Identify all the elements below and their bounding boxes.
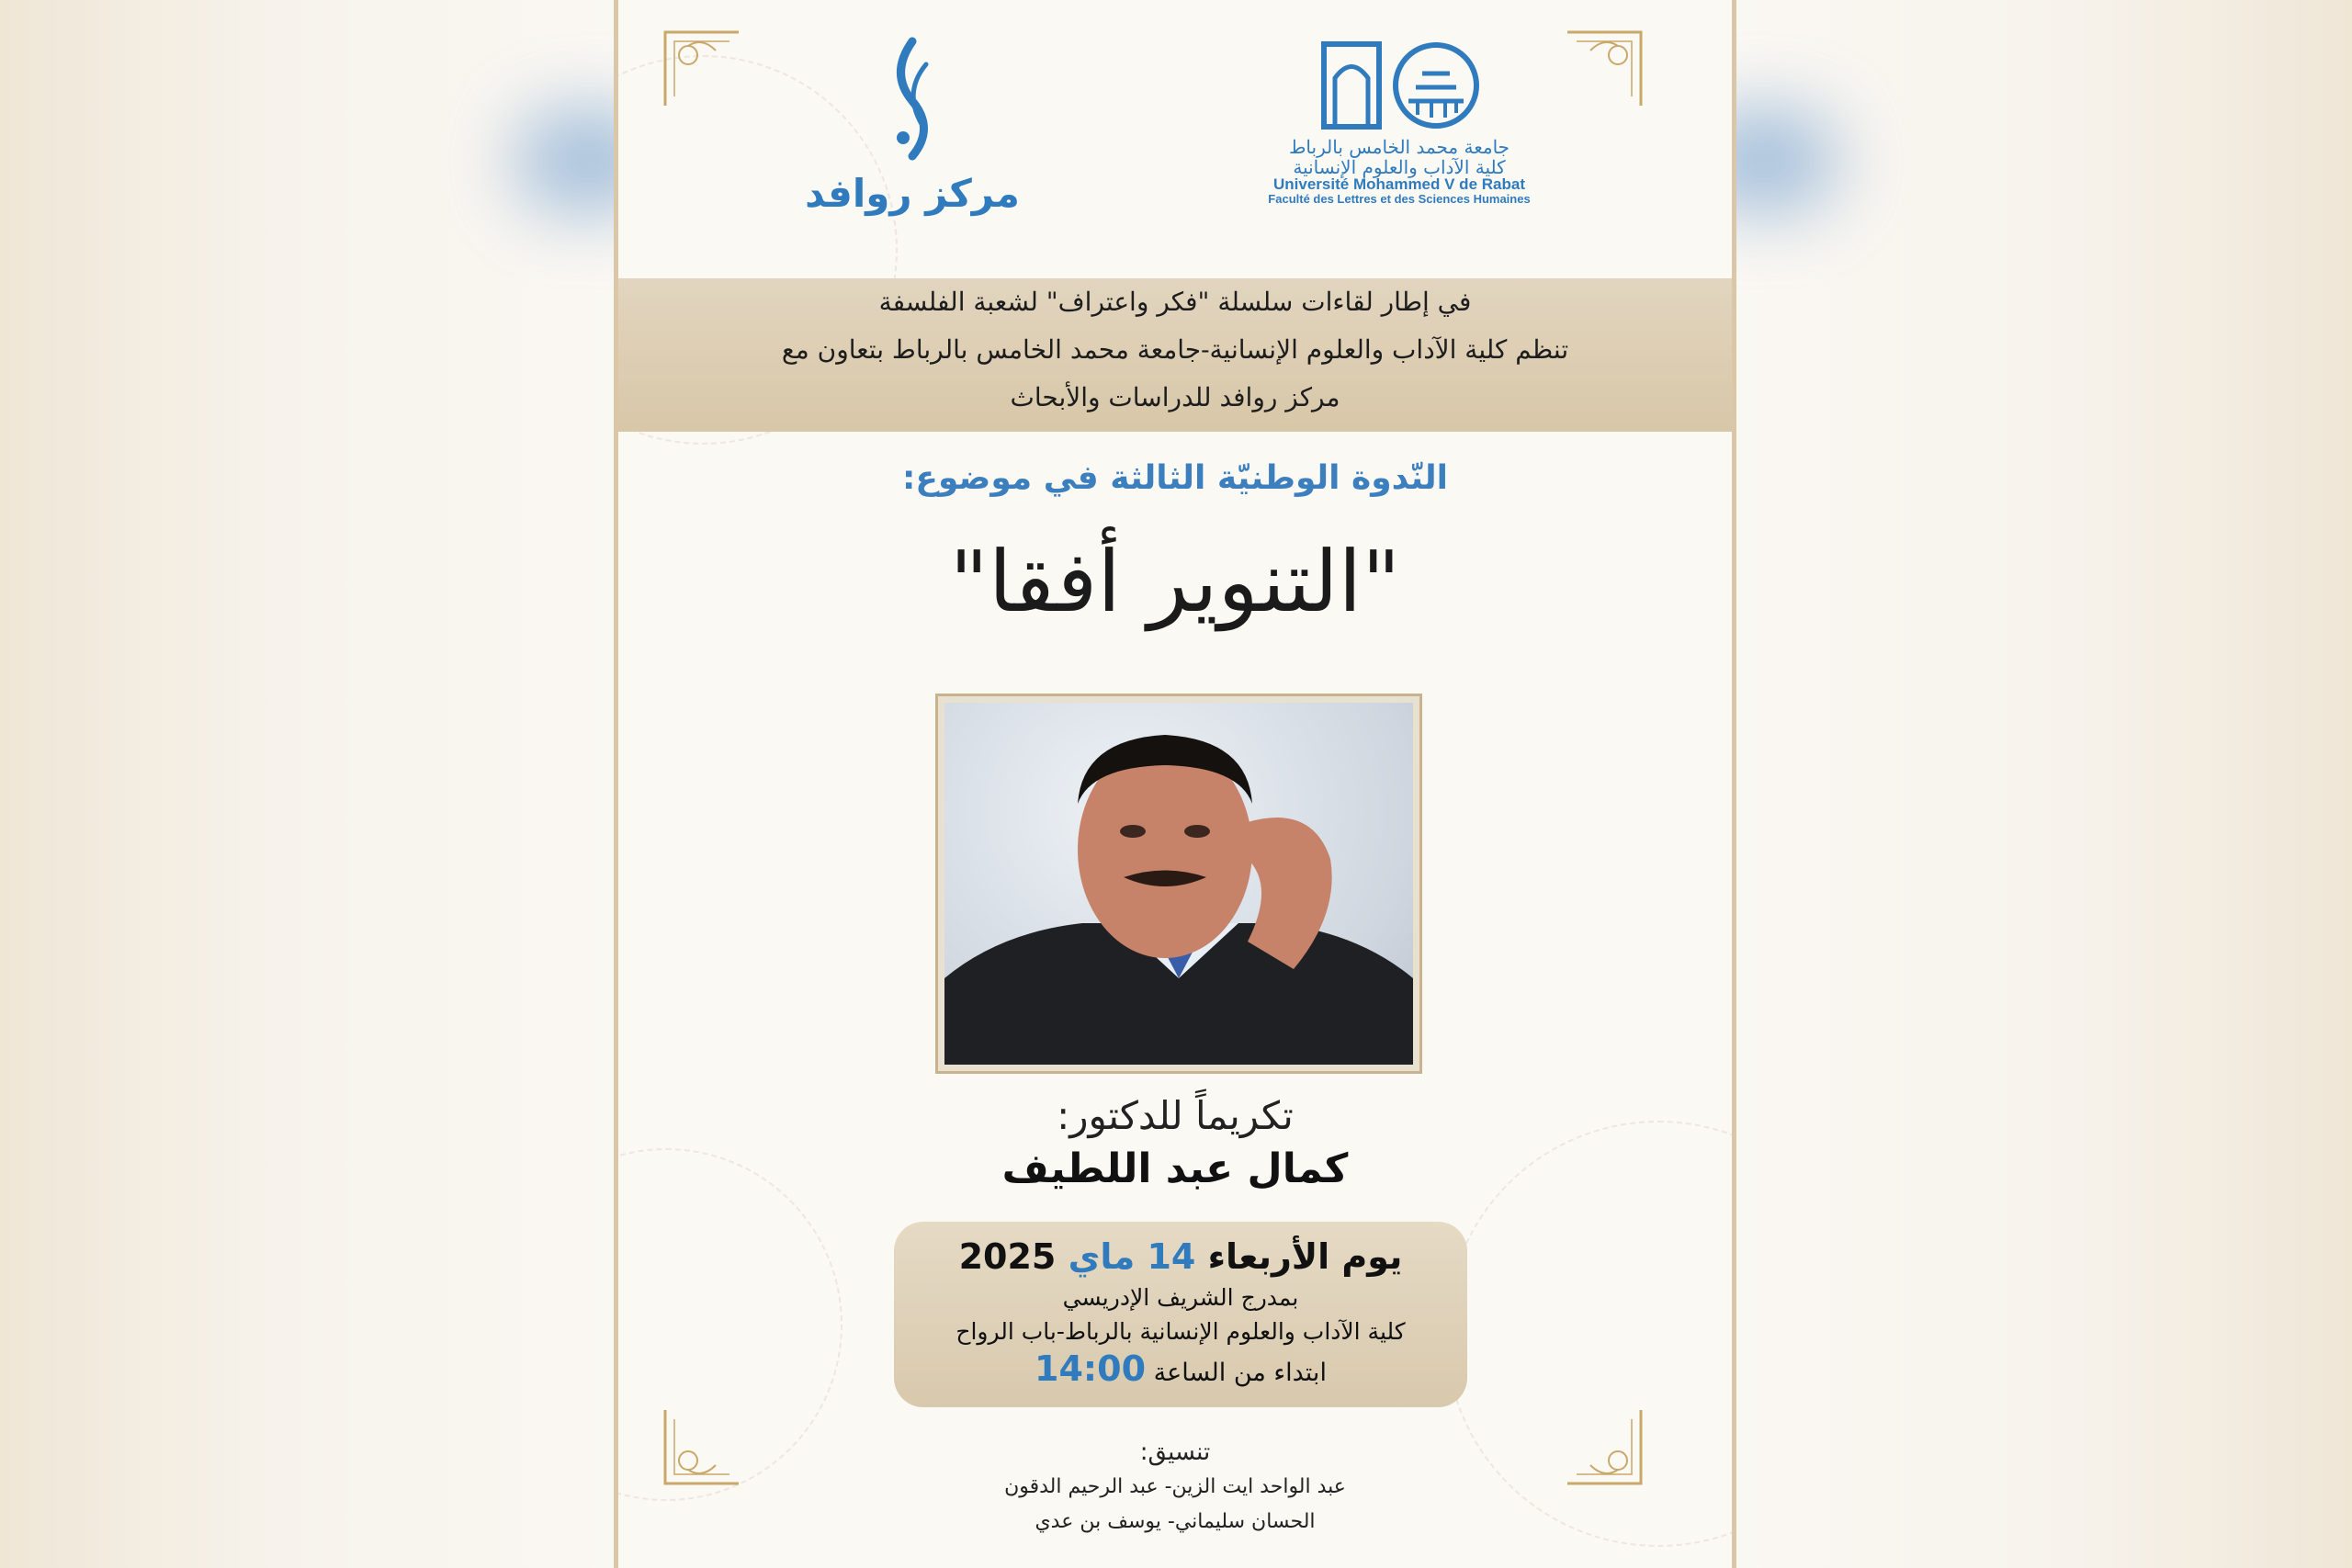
event-venue-hall: بمدرج الشريف الإدريسي [1062,1284,1299,1311]
university-name-ar-2: كلية الآداب والعلوم الإنسانية [1293,156,1506,178]
symposium-title: "التنوير أفقا" [949,533,1401,631]
university-logo [1261,37,1537,207]
event-venue-faculty: كلية الآداب والعلوم الإنسانية بالرباط-باب الرواح [956,1318,1406,1345]
coordination-names-2: الحسان سليماني- يوسف بن عدي [1035,1510,1316,1533]
university-emblem-icon [1298,37,1500,133]
intro-line-3: مركز روافد للدراسات والأبحاث [1010,382,1340,412]
university-name-fr-1: Université Mohammed V de Rabat [1273,175,1525,193]
event-date-highlight: 14 ماي [1068,1236,1196,1277]
event-time [894,1348,1467,1389]
rawafid-name: مركز روافد [805,171,1020,216]
intro-line-1: في إطار لقاءات سلسلة "فكر واعتراف" لشعبة الفلسفة [878,287,1472,317]
portrait-frame [935,694,1422,1074]
event-day: يوم الأربعاء [1207,1236,1403,1277]
coordination-names-1: عبد الواحد ايت الزين- عبد الرحيم الدقون [1004,1475,1346,1498]
honoree-name: كمال عبد اللطيف [1001,1145,1349,1192]
university-name-fr-2: Faculté des Lettres et des Sciences Humaines [1268,192,1531,206]
event-time-prefix: ابتداء من الساعة [1153,1359,1327,1387]
university-name-ar-1: جامعة محمد الخامس بالرباط [1288,136,1510,158]
event-details-box [894,1222,1467,1407]
event-date [894,1236,1467,1277]
coordination-label: تنسيق: [1139,1438,1211,1466]
event-poster [614,0,1736,1568]
corner-ornament-top-left [661,28,743,110]
portrait-photo [944,703,1413,1065]
symposium-subtitle: النّدوة الوطنيّة الثالثة في موضوع: [902,459,1448,497]
intro-line-2: تنظم كلية الآداب والعلوم الإنسانية-جامعة محمد الخامس بالرباط بتعاون مع [781,334,1569,365]
rawafid-logo [802,37,1023,216]
honor-label: تكريماً للدكتور: [1057,1093,1294,1138]
rawafid-emblem-icon [876,37,949,165]
event-time-value: 14:00 [1035,1348,1147,1389]
event-year: 2025 [958,1236,1057,1277]
corner-ornament-top-right [1563,28,1645,110]
portrait-silhouette [944,703,1413,1065]
